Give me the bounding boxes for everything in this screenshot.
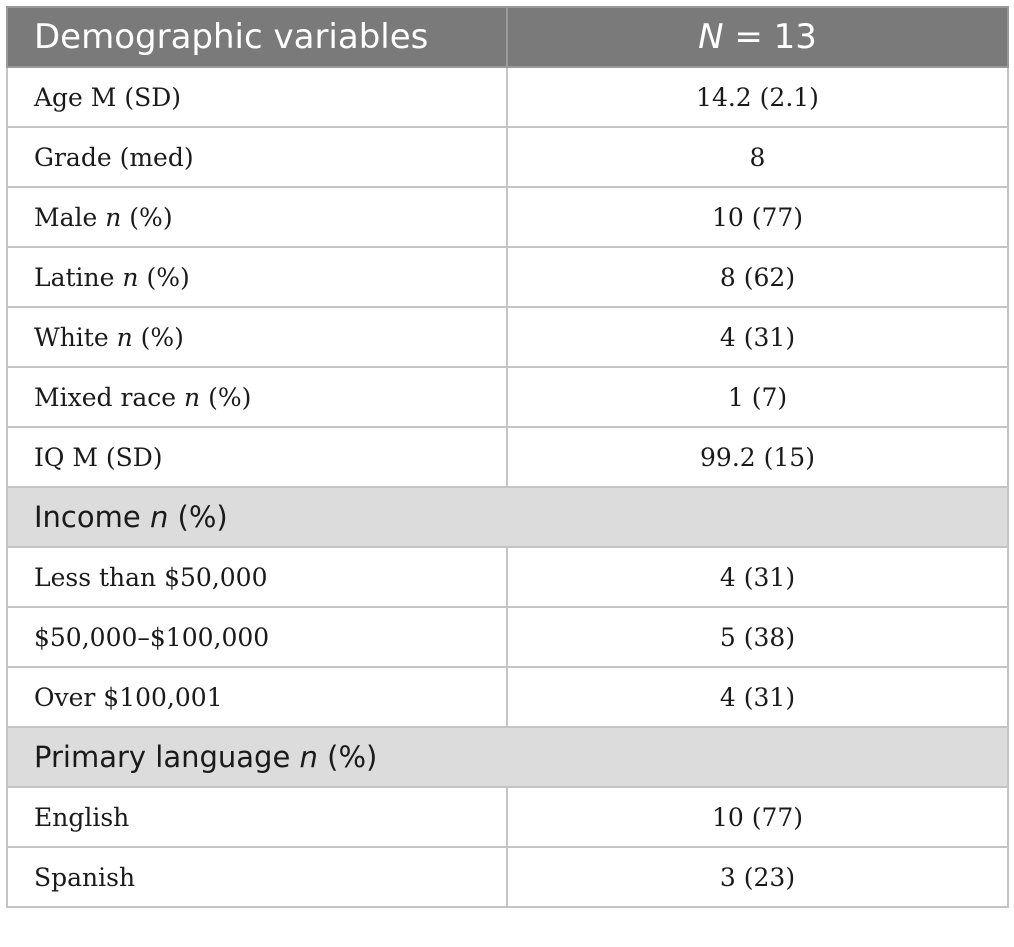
row-label <box>7 67 507 127</box>
section-title-italic: n <box>149 500 169 534</box>
row-value: 8 <box>507 127 1008 187</box>
row-label <box>7 247 507 307</box>
row-label <box>7 367 507 427</box>
table-row <box>7 307 1008 367</box>
row-label: Less than $50,000 <box>7 547 507 607</box>
section-title-italic: n <box>299 740 318 774</box>
row-value: 8 (62) <box>507 247 1008 307</box>
header-demographic-variables: Demographic variables <box>7 7 507 67</box>
row-label-suffix: (%) <box>138 262 190 292</box>
header-n-symbol: N <box>698 17 724 57</box>
section-title <box>7 487 1008 547</box>
row-label-italic: n <box>105 202 122 232</box>
row-label: English <box>7 787 507 847</box>
row-label: $50,000–$100,000 <box>7 607 507 667</box>
row-label-text: Mixed race <box>34 382 185 412</box>
table-row <box>7 787 1008 847</box>
table-row <box>7 247 1008 307</box>
header-sample-size <box>507 7 1008 67</box>
row-label: Spanish <box>7 847 507 907</box>
row-label: Over $100,001 <box>7 667 507 727</box>
row-value: 4 (31) <box>507 667 1008 727</box>
table-row <box>7 847 1008 907</box>
row-label-italic: n <box>184 382 201 412</box>
demographics-table <box>6 6 1009 908</box>
row-value: 5 (38) <box>507 607 1008 667</box>
row-label-text: Latine <box>34 262 123 292</box>
section-title-suffix: (%) <box>317 740 378 774</box>
row-label <box>7 427 507 487</box>
row-label-text: Grade (med) <box>34 142 194 172</box>
table-row <box>7 607 1008 667</box>
table-row <box>7 127 1008 187</box>
row-label-text: IQ M (SD) <box>34 442 163 472</box>
table-row <box>7 67 1008 127</box>
row-value: 99.2 (15) <box>507 427 1008 487</box>
section-header-income <box>7 487 1008 547</box>
row-label-italic: n <box>116 322 133 352</box>
row-label-suffix: (%) <box>200 382 252 412</box>
table-row <box>7 427 1008 487</box>
row-value: 4 (31) <box>507 307 1008 367</box>
row-label <box>7 187 507 247</box>
section-title-text: Income <box>34 500 150 534</box>
row-value: 10 (77) <box>507 787 1008 847</box>
row-label-text: White <box>34 322 117 352</box>
section-header-primary-language <box>7 727 1008 787</box>
header-row <box>7 7 1008 67</box>
header-n-value: = 13 <box>723 17 817 57</box>
table-row <box>7 667 1008 727</box>
row-label-italic: n <box>122 262 139 292</box>
row-value: 10 (77) <box>507 187 1008 247</box>
row-label-text: Age M (SD) <box>34 82 182 112</box>
row-label-text: Male <box>34 202 106 232</box>
table-row <box>7 187 1008 247</box>
table-row <box>7 547 1008 607</box>
row-value: 14.2 (2.1) <box>507 67 1008 127</box>
row-label <box>7 307 507 367</box>
row-value: 3 (23) <box>507 847 1008 907</box>
row-value: 1 (7) <box>507 367 1008 427</box>
row-label-suffix: (%) <box>121 202 173 232</box>
section-title-text: Primary language <box>34 740 300 774</box>
row-value: 4 (31) <box>507 547 1008 607</box>
row-label-suffix: (%) <box>132 322 184 352</box>
table-row <box>7 367 1008 427</box>
row-label <box>7 127 507 187</box>
section-title <box>7 727 1008 787</box>
section-title-suffix: (%) <box>168 500 228 534</box>
